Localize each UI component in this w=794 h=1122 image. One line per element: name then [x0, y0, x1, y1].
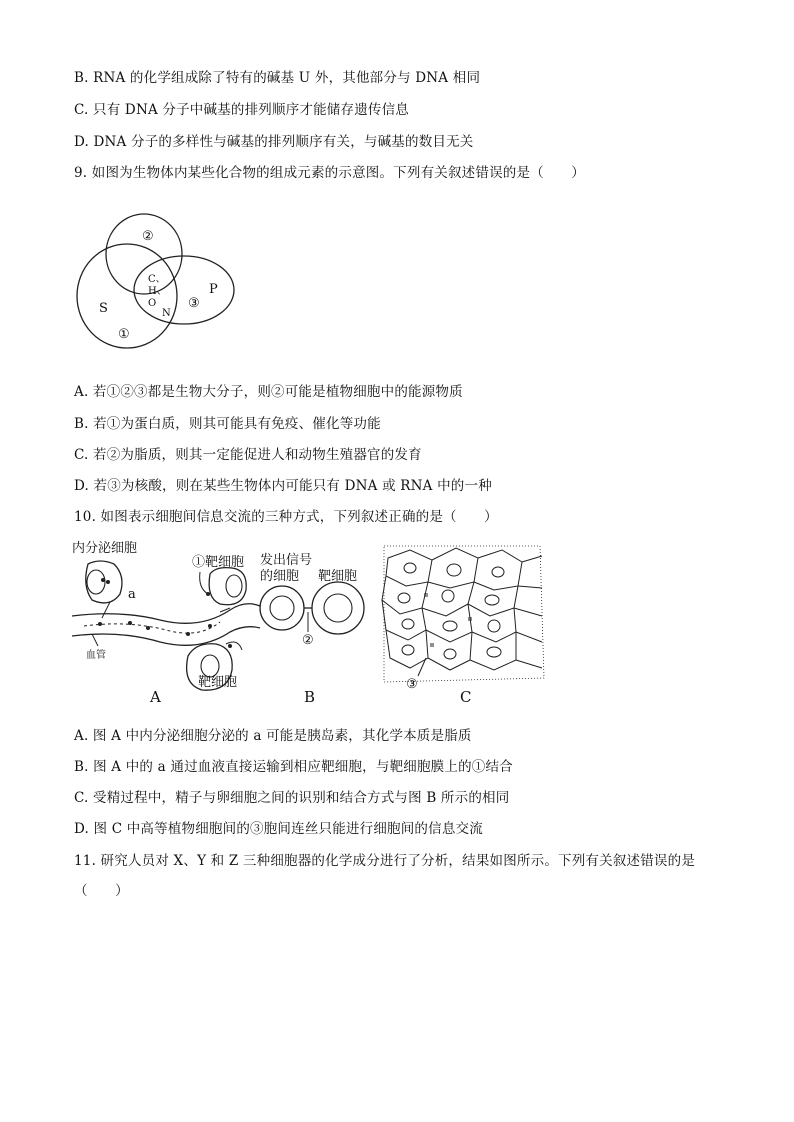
signal-cell	[260, 586, 304, 630]
q10-option-c: C. 受精过程中，精子与卵细胞之间的识别和结合方式与图 B 所示的相同	[74, 790, 510, 806]
q11-stem: 11. 研究人员对 X、Y 和 Z 三种细胞器的化学成分进行了分析，结果如图所示。下列有关叙述错误的是	[74, 853, 696, 869]
panel-b-label: B	[304, 688, 316, 706]
target-cell-bottom-label: 靶细胞	[198, 675, 238, 690]
q10-option-a: A. 图 A 中内分泌细胞分泌的 a 可能是胰岛素，其化学本质是脂质	[74, 728, 472, 744]
q9-venn-figure	[74, 196, 244, 360]
endocrine-nucleus	[87, 570, 105, 594]
p-label: P	[209, 282, 218, 297]
q8-option-d: D. DNA 分子的多样性与碱基的排列顺序有关，与碱基的数目无关	[74, 134, 474, 150]
circle-2-label: ②	[142, 229, 154, 244]
plasmodesmata-3-label: ③	[406, 677, 418, 692]
q9-option-c: C. 若②为脂质，则其一定能促进人和动物生殖器官的发育	[74, 447, 422, 463]
panel-c	[382, 546, 544, 682]
signal-cell-label-1: 发出信号	[260, 553, 313, 568]
q11-paren: （ ）	[74, 883, 129, 899]
a-label: a	[128, 587, 136, 602]
q9-stem: 9. 如图为生物体内某些化合物的组成元素的示意图。下列有关叙述错误的是（ ）	[74, 165, 585, 181]
q9-option-b: B. 若①为蛋白质，则其可能具有免疫、催化等功能	[74, 416, 381, 432]
s-label: S	[99, 301, 108, 316]
center-h: H、	[148, 286, 167, 297]
circle-1-label: ①	[118, 327, 130, 342]
q9-option-a: A. 若①②③都是生物大分子，则②可能是植物细胞中的能源物质	[74, 384, 463, 400]
q10-stem: 10. 如图表示细胞间信息交流的三种方式，下列叙述正确的是（ ）	[74, 509, 498, 525]
q10-option-b: B. 图 A 中的 a 通过血液直接运输到相应靶细胞，与靶细胞膜上的①结合	[74, 759, 513, 775]
target-cell-top	[209, 568, 246, 605]
q8-option-c: C. 只有 DNA 分子中碱基的排列顺序才能储存遗传信息	[74, 102, 409, 118]
panel-b	[260, 552, 364, 706]
q8-option-b: B. RNA 的化学组成除了特有的碱基 U 外，其他部分与 DNA 相同	[74, 70, 481, 86]
center-o: O	[148, 298, 157, 309]
q9-option-d: D. 若③为核酸，则在某些生物体内可能只有 DNA 或 RNA 中的一种	[74, 478, 492, 494]
vessel-wall-top	[72, 604, 260, 624]
junction-2-label: ②	[302, 633, 314, 648]
n-label: N	[162, 308, 171, 319]
target-cell-b-label: 靶细胞	[318, 569, 358, 584]
signal-cell-label-2: 的细胞	[260, 569, 300, 584]
center-c: C、	[148, 274, 166, 285]
target-cell-1-label: ①靶细胞	[192, 555, 245, 570]
endocrine-cell-label: 内分泌细胞	[72, 541, 138, 556]
circle-3-label: ③	[188, 296, 200, 311]
panel-a-label: A	[150, 688, 161, 706]
target-cell-b	[312, 582, 364, 634]
q10-option-d: D. 图 C 中高等植物细胞间的③胞间连丝只能进行细胞间的信息交流	[74, 821, 483, 837]
circle-2	[106, 214, 182, 294]
q10-figure	[70, 538, 550, 710]
vessel-label: 血管	[86, 650, 106, 661]
endocrine-cell	[86, 561, 122, 603]
panel-c-label: C	[460, 688, 472, 706]
panel-a	[72, 540, 260, 706]
